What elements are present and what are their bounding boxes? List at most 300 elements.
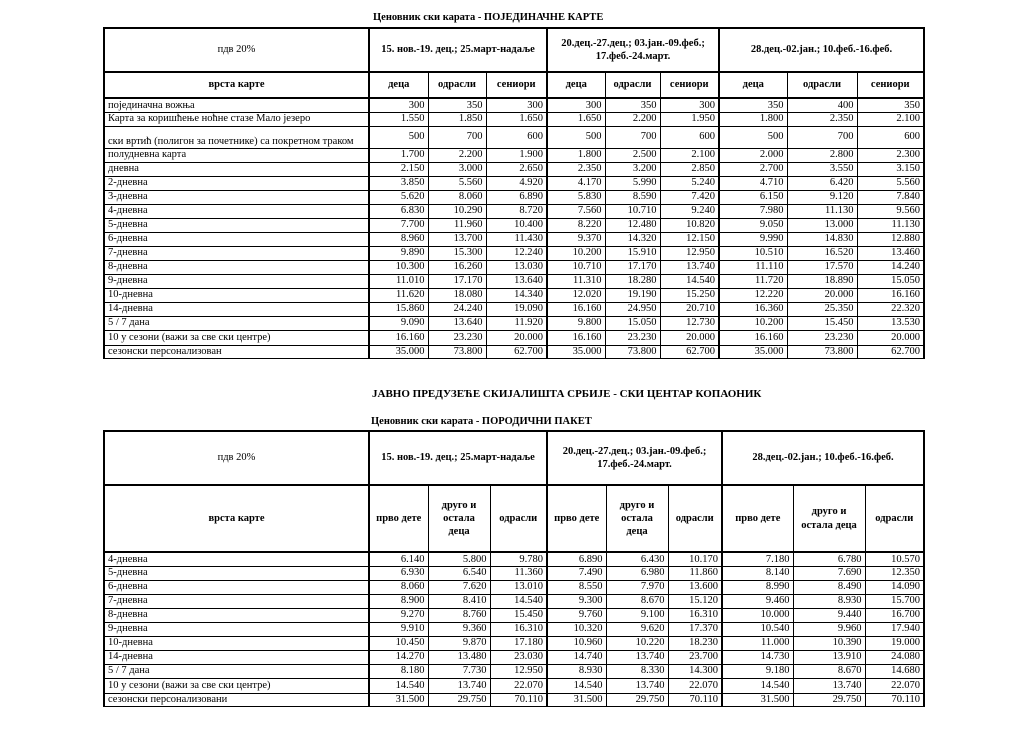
- price-cell: 10.540: [722, 622, 793, 636]
- price-cell: 16.160: [369, 330, 428, 345]
- price-cell: 31.500: [722, 693, 793, 706]
- period-header-2: 20.дец.-27.дец.; 03.јан.-09.феб.; 17.феб.-24.март.: [547, 28, 719, 72]
- price-cell: 29.750: [428, 693, 490, 706]
- price-cell: 10.510: [719, 246, 787, 260]
- column-header: одрасли: [605, 72, 660, 98]
- price-cell: 16.160: [719, 330, 787, 345]
- ticket-type-label: 4-дневна: [104, 204, 369, 218]
- price-cell: 20.000: [486, 330, 547, 345]
- price-cell: 73.800: [428, 345, 486, 358]
- price-cell: 15.250: [660, 288, 719, 302]
- price-cell: 9.240: [660, 204, 719, 218]
- price-cell: 17.170: [428, 274, 486, 288]
- price-cell: 18.890: [787, 274, 857, 288]
- period-header-1: 15. нов.-19. дец.; 25.март-надаље: [369, 28, 547, 72]
- price-cell: 7.490: [547, 566, 606, 580]
- price-cell: 9.100: [606, 608, 668, 622]
- price-cell: 9.360: [428, 622, 490, 636]
- price-cell: 10.450: [369, 636, 428, 650]
- price-cell: 8.140: [722, 566, 793, 580]
- price-cell: 11.430: [486, 232, 547, 246]
- ticket-type-label: 14-дневна: [104, 650, 369, 664]
- price-cell: 13.030: [486, 260, 547, 274]
- price-cell: 22.070: [490, 678, 547, 693]
- price-cell: 13.640: [486, 274, 547, 288]
- price-cell: 11.110: [719, 260, 787, 274]
- column-header: друго и остала деца: [428, 485, 490, 552]
- price-cell: 10.220: [606, 636, 668, 650]
- price-cell: 6.140: [369, 552, 428, 566]
- price-cell: 11.010: [369, 274, 428, 288]
- column-header: деца: [369, 72, 428, 98]
- period-header-3: 28.дец.-02.јан.; 10.феб.-16.феб.: [719, 28, 924, 72]
- table-row: [104, 664, 924, 678]
- price-cell: 16.360: [719, 302, 787, 316]
- price-cell: 7.620: [428, 580, 490, 594]
- price-cell: 14.680: [865, 664, 924, 678]
- price-cell: 16.520: [787, 246, 857, 260]
- price-cell: 14.830: [787, 232, 857, 246]
- price-cell: 500: [369, 126, 428, 148]
- price-cell: 23.700: [668, 650, 722, 664]
- price-cell: 2.300: [857, 148, 924, 162]
- price-cell: 300: [660, 98, 719, 112]
- ticket-type-label: 9-дневна: [104, 622, 369, 636]
- period-header-1: 15. нов.-19. дец.; 25.март-надаље: [369, 431, 547, 485]
- price-cell: 31.500: [547, 693, 606, 706]
- price-cell: 13.740: [660, 260, 719, 274]
- price-cell: 6.980: [606, 566, 668, 580]
- column-header: прво дете: [547, 485, 606, 552]
- price-cell: 11.720: [719, 274, 787, 288]
- price-cell: 15.700: [865, 594, 924, 608]
- ticket-type-header: врста карте: [104, 485, 369, 552]
- price-cell: 14.540: [547, 678, 606, 693]
- price-cell: 1.800: [719, 112, 787, 126]
- price-cell: 15.450: [490, 608, 547, 622]
- price-cell: 8.720: [486, 204, 547, 218]
- price-cell: 1.900: [486, 148, 547, 162]
- price-cell: 62.700: [486, 345, 547, 358]
- price-cell: 6.780: [793, 552, 865, 566]
- price-cell: 500: [547, 126, 605, 148]
- column-header: одрасли: [787, 72, 857, 98]
- price-cell: 9.370: [547, 232, 605, 246]
- price-cell: 23.030: [490, 650, 547, 664]
- price-cell: 3.850: [369, 176, 428, 190]
- price-cell: 10.960: [547, 636, 606, 650]
- price-cell: 2.350: [547, 162, 605, 176]
- price-cell: 2.500: [605, 148, 660, 162]
- price-cell: 14.740: [547, 650, 606, 664]
- price-cell: 4.920: [486, 176, 547, 190]
- price-cell: 16.160: [857, 288, 924, 302]
- price-cell: 70.110: [490, 693, 547, 706]
- price-cell: 23.230: [605, 330, 660, 345]
- table-row: [104, 693, 924, 706]
- price-cell: 6.430: [606, 552, 668, 566]
- price-cell: 5.560: [428, 176, 486, 190]
- price-cell: 13.740: [606, 650, 668, 664]
- table1-title: Ценовник ски карата - ПОЈЕДИНАЧНЕ КАРТЕ: [373, 12, 604, 23]
- table-row: [104, 204, 924, 218]
- ticket-type-label: 10 у сезони (важи за све ски центре): [104, 330, 369, 345]
- price-cell: 15.120: [668, 594, 722, 608]
- price-cell: 10.390: [793, 636, 865, 650]
- price-cell: 6.150: [719, 190, 787, 204]
- price-cell: 8.220: [547, 218, 605, 232]
- price-cell: 2.000: [719, 148, 787, 162]
- price-cell: 12.950: [490, 664, 547, 678]
- price-cell: 8.670: [793, 664, 865, 678]
- price-cell: 14.340: [486, 288, 547, 302]
- ticket-type-label: 5-дневна: [104, 218, 369, 232]
- price-cell: 3.150: [857, 162, 924, 176]
- price-cell: 24.080: [865, 650, 924, 664]
- price-cell: 11.310: [547, 274, 605, 288]
- price-cell: 22.320: [857, 302, 924, 316]
- table-row: [104, 176, 924, 190]
- price-cell: 6.890: [486, 190, 547, 204]
- price-cell: 35.000: [369, 345, 428, 358]
- ticket-type-label: 2-дневна: [104, 176, 369, 190]
- pdv-label: пдв 20%: [104, 28, 369, 72]
- price-cell: 11.360: [490, 566, 547, 580]
- price-cell: 13.000: [787, 218, 857, 232]
- price-cell: 10.400: [486, 218, 547, 232]
- price-cell: 2.700: [719, 162, 787, 176]
- price-cell: 10.710: [547, 260, 605, 274]
- price-cell: 10.000: [722, 608, 793, 622]
- table-row: [104, 126, 924, 148]
- price-cell: 11.620: [369, 288, 428, 302]
- price-cell: 35.000: [547, 345, 605, 358]
- price-cell: 1.700: [369, 148, 428, 162]
- price-cell: 16.260: [428, 260, 486, 274]
- price-cell: 8.960: [369, 232, 428, 246]
- price-cell: 13.740: [793, 678, 865, 693]
- column-header: одрасли: [428, 72, 486, 98]
- column-header: прво дете: [722, 485, 793, 552]
- price-cell: 15.050: [857, 274, 924, 288]
- table-row: [104, 345, 924, 358]
- table-row: [104, 232, 924, 246]
- price-cell: 8.060: [428, 190, 486, 204]
- price-cell: 17.570: [787, 260, 857, 274]
- price-cell: 2.150: [369, 162, 428, 176]
- price-cell: 15.050: [605, 316, 660, 330]
- price-cell: 8.930: [793, 594, 865, 608]
- price-cell: 31.500: [369, 693, 428, 706]
- price-cell: 6.420: [787, 176, 857, 190]
- price-cell: 13.740: [428, 678, 490, 693]
- price-cell: 14.090: [865, 580, 924, 594]
- table-row: [104, 580, 924, 594]
- price-cell: 14.540: [369, 678, 428, 693]
- price-cell: 20.000: [787, 288, 857, 302]
- price-cell: 7.180: [722, 552, 793, 566]
- table-row: [104, 148, 924, 162]
- price-cell: 13.460: [857, 246, 924, 260]
- price-cell: 14.730: [722, 650, 793, 664]
- ticket-type-label: 4-дневна: [104, 552, 369, 566]
- price-cell: 9.780: [490, 552, 547, 566]
- price-cell: 24.240: [428, 302, 486, 316]
- price-cell: 13.740: [606, 678, 668, 693]
- price-cell: 70.110: [865, 693, 924, 706]
- price-cell: 1.850: [428, 112, 486, 126]
- price-cell: 10.820: [660, 218, 719, 232]
- price-cell: 12.220: [719, 288, 787, 302]
- price-cell: 16.160: [547, 302, 605, 316]
- table-row: [104, 98, 924, 112]
- price-cell: 300: [486, 98, 547, 112]
- table-row: [104, 316, 924, 330]
- table-row: [104, 260, 924, 274]
- price-cell: 15.450: [787, 316, 857, 330]
- price-cell: 16.310: [490, 622, 547, 636]
- price-cell: 20.000: [857, 330, 924, 345]
- price-cell: 8.330: [606, 664, 668, 678]
- price-cell: 8.060: [369, 580, 428, 594]
- price-cell: 10.200: [719, 316, 787, 330]
- price-cell: 7.730: [428, 664, 490, 678]
- price-cell: 23.230: [787, 330, 857, 345]
- price-cell: 10.320: [547, 622, 606, 636]
- table-row: [104, 246, 924, 260]
- price-cell: 9.760: [547, 608, 606, 622]
- price-cell: 2.200: [605, 112, 660, 126]
- price-cell: 13.010: [490, 580, 547, 594]
- price-cell: 2.350: [787, 112, 857, 126]
- price-cell: 700: [605, 126, 660, 148]
- price-cell: 73.800: [605, 345, 660, 358]
- table-row: [104, 650, 924, 664]
- table-row: [104, 288, 924, 302]
- price-cell: 2.100: [660, 148, 719, 162]
- ticket-type-label: 3-дневна: [104, 190, 369, 204]
- price-cell: 9.090: [369, 316, 428, 330]
- price-cell: 11.920: [486, 316, 547, 330]
- price-cell: 8.900: [369, 594, 428, 608]
- price-cell: 5.240: [660, 176, 719, 190]
- price-cell: 19.090: [486, 302, 547, 316]
- price-cell: 2.800: [787, 148, 857, 162]
- price-cell: 9.890: [369, 246, 428, 260]
- price-cell: 11.130: [857, 218, 924, 232]
- price-cell: 29.750: [606, 693, 668, 706]
- price-cell: 17.180: [490, 636, 547, 650]
- price-cell: 11.130: [787, 204, 857, 218]
- price-cell: 22.070: [668, 678, 722, 693]
- column-header: деца: [719, 72, 787, 98]
- column-header: прво дете: [369, 485, 428, 552]
- ticket-type-label: 10-дневна: [104, 636, 369, 650]
- column-header: сениори: [486, 72, 547, 98]
- price-cell: 35.000: [719, 345, 787, 358]
- price-cell: 73.800: [787, 345, 857, 358]
- price-cell: 14.240: [857, 260, 924, 274]
- price-cell: 29.750: [793, 693, 865, 706]
- price-cell: 12.950: [660, 246, 719, 260]
- price-cell: 18.230: [668, 636, 722, 650]
- price-cell: 5.560: [857, 176, 924, 190]
- price-cell: 9.460: [722, 594, 793, 608]
- price-cell: 9.960: [793, 622, 865, 636]
- price-cell: 7.970: [606, 580, 668, 594]
- price-cell: 350: [857, 98, 924, 112]
- ticket-type-header: врста карте: [104, 72, 369, 98]
- ticket-type-label: 5 / 7 дана: [104, 664, 369, 678]
- ticket-type-label: 6-дневна: [104, 232, 369, 246]
- price-cell: 20.710: [660, 302, 719, 316]
- period-header-2: 20.дец.-27.дец.; 03.јан.-09.феб.; 17.феб.-24.март.: [547, 431, 722, 485]
- price-cell: 5.800: [428, 552, 490, 566]
- price-cell: 300: [547, 98, 605, 112]
- price-cell: 16.310: [668, 608, 722, 622]
- ticket-type-label: 5-дневна: [104, 566, 369, 580]
- price-cell: 62.700: [660, 345, 719, 358]
- price-cell: 4.170: [547, 176, 605, 190]
- table-row: [104, 566, 924, 580]
- price-cell: 17.370: [668, 622, 722, 636]
- table-row: [104, 552, 924, 566]
- price-cell: 7.840: [857, 190, 924, 204]
- table-row: [104, 162, 924, 176]
- price-cell: 2.200: [428, 148, 486, 162]
- price-cell: 8.760: [428, 608, 490, 622]
- ticket-type-label: 9-дневна: [104, 274, 369, 288]
- price-cell: 17.940: [865, 622, 924, 636]
- ticket-type-label: полудневна карта: [104, 148, 369, 162]
- column-header: одрасли: [668, 485, 722, 552]
- price-cell: 12.480: [605, 218, 660, 232]
- price-cell: 700: [428, 126, 486, 148]
- price-cell: 5.830: [547, 190, 605, 204]
- price-cell: 1.950: [660, 112, 719, 126]
- price-cell: 19.190: [605, 288, 660, 302]
- price-cell: 12.880: [857, 232, 924, 246]
- price-cell: 300: [369, 98, 428, 112]
- price-cell: 11.860: [668, 566, 722, 580]
- price-cell: 8.550: [547, 580, 606, 594]
- price-cell: 14.270: [369, 650, 428, 664]
- price-cell: 9.270: [369, 608, 428, 622]
- pdv-label: пдв 20%: [104, 431, 369, 485]
- price-cell: 12.350: [865, 566, 924, 580]
- price-cell: 12.150: [660, 232, 719, 246]
- column-header: одрасли: [490, 485, 547, 552]
- price-cell: 13.530: [857, 316, 924, 330]
- price-cell: 8.490: [793, 580, 865, 594]
- price-cell: 7.700: [369, 218, 428, 232]
- price-cell: 2.100: [857, 112, 924, 126]
- price-cell: 1.550: [369, 112, 428, 126]
- table-row: [104, 636, 924, 650]
- price-cell: 12.240: [486, 246, 547, 260]
- price-cell: 9.870: [428, 636, 490, 650]
- price-cell: 25.350: [787, 302, 857, 316]
- price-cell: 23.230: [428, 330, 486, 345]
- table-row: [104, 678, 924, 693]
- table-row: [104, 274, 924, 288]
- price-cell: 3.000: [428, 162, 486, 176]
- price-cell: 70.110: [668, 693, 722, 706]
- price-cell: 18.080: [428, 288, 486, 302]
- price-cell: 17.170: [605, 260, 660, 274]
- table-row: [104, 218, 924, 232]
- price-cell: 600: [660, 126, 719, 148]
- price-cell: 8.930: [547, 664, 606, 678]
- price-cell: 7.690: [793, 566, 865, 580]
- individual-tickets-table: [103, 27, 925, 359]
- price-cell: 9.440: [793, 608, 865, 622]
- price-cell: 11.000: [722, 636, 793, 650]
- column-header: друго и остала деца: [793, 485, 865, 552]
- price-cell: 9.120: [787, 190, 857, 204]
- price-cell: 700: [787, 126, 857, 148]
- price-cell: 400: [787, 98, 857, 112]
- price-cell: 350: [428, 98, 486, 112]
- price-cell: 12.730: [660, 316, 719, 330]
- price-cell: 1.650: [547, 112, 605, 126]
- price-cell: 8.590: [605, 190, 660, 204]
- price-cell: 10.200: [547, 246, 605, 260]
- table-row: [104, 608, 924, 622]
- price-cell: 9.560: [857, 204, 924, 218]
- price-cell: 14.540: [490, 594, 547, 608]
- ticket-type-label: 14-дневна: [104, 302, 369, 316]
- price-cell: 9.620: [606, 622, 668, 636]
- price-cell: 12.020: [547, 288, 605, 302]
- price-cell: 8.410: [428, 594, 490, 608]
- ticket-type-label: ски вртић (полигон за почетнике) са покретном траком: [104, 126, 369, 148]
- ticket-type-label: 7-дневна: [104, 594, 369, 608]
- column-header: сениори: [857, 72, 924, 98]
- price-cell: 13.700: [428, 232, 486, 246]
- ticket-type-label: 6-дневна: [104, 580, 369, 594]
- price-cell: 500: [719, 126, 787, 148]
- price-cell: 13.600: [668, 580, 722, 594]
- table-row: [104, 190, 924, 204]
- ticket-type-label: 10-дневна: [104, 288, 369, 302]
- price-cell: 3.550: [787, 162, 857, 176]
- price-cell: 20.000: [660, 330, 719, 345]
- price-cell: 6.540: [428, 566, 490, 580]
- price-cell: 15.860: [369, 302, 428, 316]
- price-cell: 600: [486, 126, 547, 148]
- price-cell: 9.990: [719, 232, 787, 246]
- column-header: сениори: [660, 72, 719, 98]
- price-cell: 14.540: [660, 274, 719, 288]
- price-cell: 6.830: [369, 204, 428, 218]
- price-cell: 16.160: [547, 330, 605, 345]
- price-cell: 10.170: [668, 552, 722, 566]
- price-cell: 2.850: [660, 162, 719, 176]
- price-cell: 350: [719, 98, 787, 112]
- price-cell: 11.960: [428, 218, 486, 232]
- price-cell: 600: [857, 126, 924, 148]
- ticket-type-label: 5 / 7 дана: [104, 316, 369, 330]
- price-cell: 24.950: [605, 302, 660, 316]
- price-cell: 3.200: [605, 162, 660, 176]
- price-cell: 13.640: [428, 316, 486, 330]
- ticket-type-label: Карта за коришћење ноћне стазе Мало језеро: [104, 112, 369, 126]
- table2-title: Ценовник ски карата - ПОРОДИЧНИ ПАКЕТ: [371, 416, 592, 427]
- price-cell: 6.890: [547, 552, 606, 566]
- price-cell: 7.560: [547, 204, 605, 218]
- ticket-type-label: појединачна вожња: [104, 98, 369, 112]
